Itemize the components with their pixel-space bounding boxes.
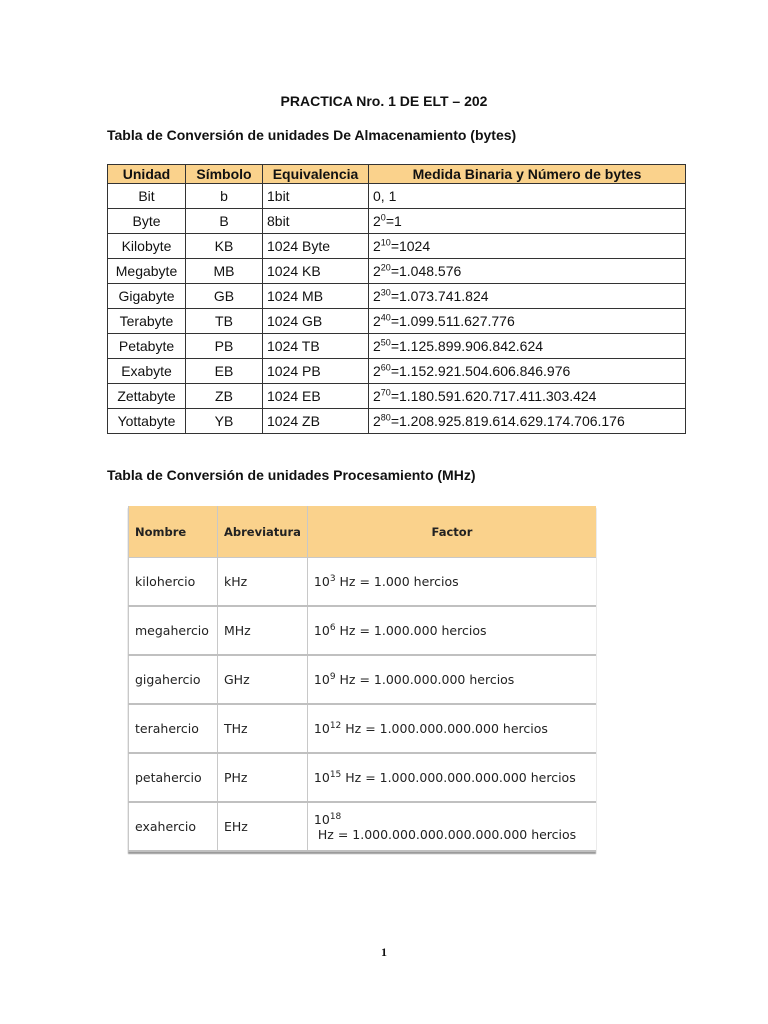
equivalencia-cell: 1024 ZB [263,409,369,434]
power-exponent: 70 [380,387,391,398]
abreviatura-cell: GHz [218,655,308,704]
page-title: PRACTICA Nro. 1 DE ELT – 202 [280,93,488,109]
unidad-cell: Terabyte [108,309,186,334]
simbolo-cell: ZB [186,384,263,409]
storage-units-table [107,164,686,434]
binary-measure-cell [369,409,686,434]
simbolo-cell: TB [186,309,263,334]
unidad-cell: Megabyte [108,259,186,284]
byte-count: =1.152.921.504.606.846.976 [390,363,571,379]
processing-table-row [129,704,597,753]
binary-measure-cell [369,209,686,234]
power-base: 2 [373,413,381,429]
power-base: 2 [373,288,381,304]
power-base: 10 [313,770,330,785]
nombre-cell: kilohercio [129,558,218,607]
processing-table-row [129,802,597,851]
simbolo-cell: YB [186,409,263,434]
hertz-value: Hz = 1.000.000 hercios [335,623,487,638]
power-base: 2 [373,263,381,279]
binary-measure-cell [369,384,686,409]
unidad-cell: Gigabyte [108,284,186,309]
binary-measure-cell [369,284,686,309]
header-unidad: Unidad [108,165,186,184]
processing-table-caption: Tabla de Conversión de unidades Procesamiento (MHz) [107,467,476,483]
simbolo-cell: EB [186,359,263,384]
nombre-cell: petahercio [129,753,218,802]
unidad-cell: Yottabyte [108,409,186,434]
storage-table-row [108,234,686,259]
power-exponent: 80 [380,412,391,423]
simbolo-cell: PB [186,334,263,359]
hertz-value: Hz = 1.000.000.000.000 hercios [341,721,548,736]
processing-table-row [129,655,597,704]
binary-measure-cell [369,234,686,259]
power-base: 10 [313,574,330,589]
binary-measure-cell [369,334,686,359]
binary-measure-cell [369,184,686,209]
factor-cell [307,558,596,607]
unidad-cell: Kilobyte [108,234,186,259]
power-exponent: 3 [329,573,336,584]
abreviatura-cell: MHz [218,606,308,655]
power-exponent: 10 [380,237,391,248]
power-exponent: 9 [329,671,336,682]
processing-units-table [128,506,596,852]
power-exponent: 12 [329,720,342,731]
simbolo-cell: B [186,209,263,234]
equivalencia-cell: 1bit [263,184,369,209]
storage-table-row [108,334,686,359]
factor-cell [307,606,596,655]
power-exponent: 0 [380,212,386,223]
storage-table-row [108,184,686,209]
binary-measure-cell [369,359,686,384]
byte-count: 0, 1 [373,188,397,204]
nombre-cell: terahercio [129,704,218,753]
simbolo-cell: GB [186,284,263,309]
power-base: 10 [313,811,330,827]
header-medida-binaria: Medida Binaria y Número de bytes [369,165,686,184]
equivalencia-cell: 1024 PB [263,359,369,384]
power-base: 2 [373,213,381,229]
power-base: 2 [373,238,381,254]
header-simbolo: Símbolo [186,165,263,184]
equivalencia-cell: 1024 Byte [263,234,369,259]
abreviatura-cell: kHz [218,558,308,607]
hertz-value: Hz = 1.000.000.000.000.000.000 hercios [313,826,577,842]
page-number: 1 [381,945,387,959]
storage-table-row [108,284,686,309]
byte-count: =1.048.576 [390,263,462,279]
processing-table-row [129,558,597,607]
power-base: 2 [373,338,381,354]
header-nombre: Nombre [129,506,218,558]
power-exponent: 18 [329,811,342,822]
hertz-value: Hz = 1.000.000.000 hercios [335,672,515,687]
power-exponent: 15 [329,769,342,780]
power-exponent: 6 [329,622,336,633]
power-base: 2 [373,388,381,404]
power-base: 10 [313,672,330,687]
power-exponent: 20 [380,262,391,273]
power-base: 10 [313,721,330,736]
header-equivalencia: Equivalencia [263,165,369,184]
storage-table-row [108,384,686,409]
power-exponent: 40 [380,312,391,323]
byte-count: =1.099.511.627.776 [390,313,515,329]
equivalencia-cell: 1024 GB [263,309,369,334]
processing-table-image [128,506,596,852]
power-exponent: 50 [380,337,391,348]
factor-cell [307,704,596,753]
unidad-cell: Zettabyte [108,384,186,409]
simbolo-cell: KB [186,234,263,259]
unidad-cell: Exabyte [108,359,186,384]
byte-count: =1.073.741.824 [390,288,489,304]
storage-table-header-row [108,165,686,184]
byte-count: =1.125.899.906.842.624 [390,338,544,354]
factor-cell [307,802,596,851]
storage-table-caption: Tabla de Conversión de unidades De Almacenamiento (bytes) [107,127,517,143]
equivalencia-cell: 1024 MB [263,284,369,309]
byte-count: =1024 [390,238,431,254]
processing-table-header-row [129,506,597,558]
hertz-value: Hz = 1.000 hercios [335,574,459,589]
power-base: 2 [373,363,381,379]
header-factor: Factor [307,506,596,558]
byte-count: =1.208.925.819.614.629.174.706.176 [390,413,625,429]
power-exponent: 60 [380,362,391,373]
simbolo-cell: MB [186,259,263,284]
factor-cell [307,655,596,704]
nombre-cell: gigahercio [129,655,218,704]
power-base: 2 [373,313,381,329]
processing-table-row [129,606,597,655]
nombre-cell: exahercio [129,802,218,851]
storage-table-row [108,409,686,434]
binary-measure-cell [369,259,686,284]
storage-table-row [108,359,686,384]
unidad-cell: Byte [108,209,186,234]
factor-cell [307,753,596,802]
equivalencia-cell: 1024 TB [263,334,369,359]
hertz-value: Hz = 1.000.000.000.000.000 hercios [341,770,576,785]
storage-table-row [108,309,686,334]
header-abreviatura: Abreviatura [218,506,308,558]
power-exponent: 30 [380,287,391,298]
abreviatura-cell: THz [218,704,308,753]
simbolo-cell: b [186,184,263,209]
unidad-cell: Petabyte [108,334,186,359]
processing-table-row [129,753,597,802]
abreviatura-cell: EHz [218,802,308,851]
equivalencia-cell: 1024 EB [263,384,369,409]
byte-count: =1 [385,213,402,229]
binary-measure-cell [369,309,686,334]
byte-count: =1.180.591.620.717.411.303.424 [390,388,597,404]
abreviatura-cell: PHz [218,753,308,802]
storage-table-row [108,259,686,284]
power-base: 10 [313,623,330,638]
unidad-cell: Bit [108,184,186,209]
nombre-cell: megahercio [129,606,218,655]
equivalencia-cell: 1024 KB [263,259,369,284]
equivalencia-cell: 8bit [263,209,369,234]
storage-table-row [108,209,686,234]
